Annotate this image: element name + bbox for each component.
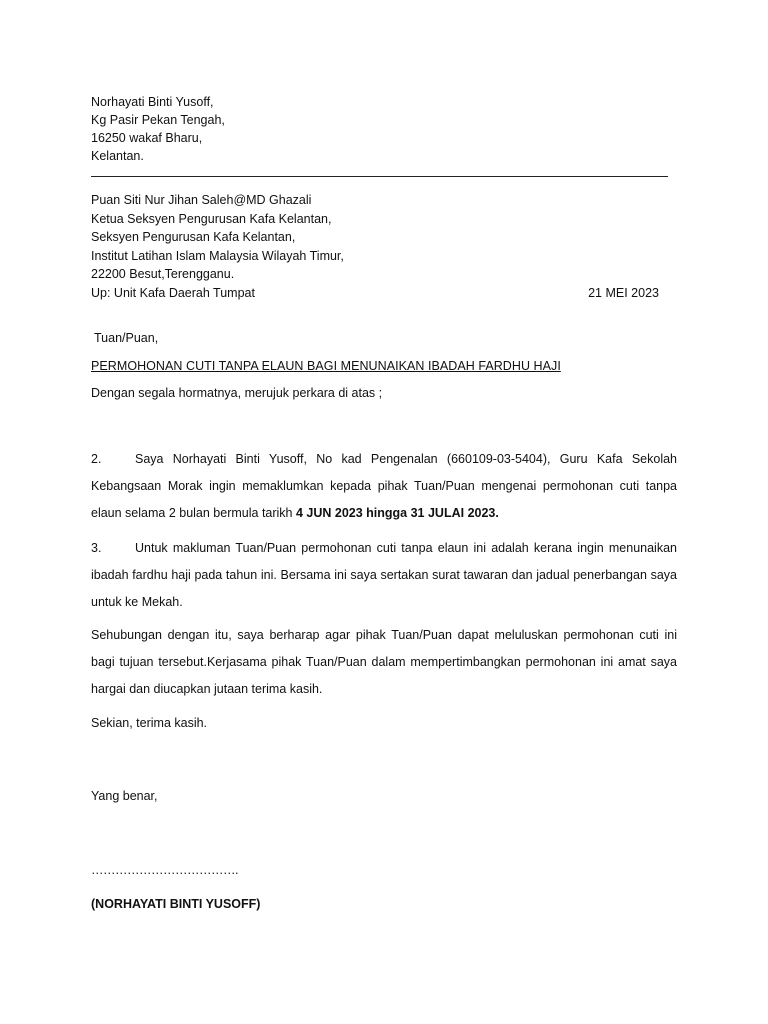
letter-subject: PERMOHONAN CUTI TANPA ELAUN BAGI MENUNAIKAN IBADAH FARDHU HAJI (91, 359, 561, 373)
paragraph-number: 3. (91, 541, 102, 555)
header-divider (91, 176, 668, 177)
sender-line: Norhayati Binti Yusoff, (91, 95, 214, 109)
sender-line: Kelantan. (91, 149, 144, 163)
recipient-line: Ketua Seksyen Pengurusan Kafa Kelantan, (91, 211, 332, 226)
paragraph-4 (91, 622, 677, 703)
paragraph-text: Sehubungan dengan itu, saya berharap agar pihak Tuan/Puan dapat meluluskan permohonan cuti ini bagi tujuan tersebut.Kerjasama pihak Tuan/Puan dalam mempertimbangkan permohonan ini amat saya hargai dan diucapkan jutaan terima kasih. (91, 628, 677, 696)
recipient-line: Seksyen Pengurusan Kafa Kelantan, (91, 230, 296, 244)
recipient-line: Institut Latihan Islam Malaysia Wilayah Timur, (91, 248, 344, 263)
signature-line: ………………………………. (91, 863, 238, 877)
sender-line: 16250 wakaf Bharu, (91, 131, 203, 145)
sender-line: Kg Pasir Pekan Tengah, (91, 113, 225, 127)
recipient-line: 22200 Besut,Terengganu. (91, 267, 235, 281)
attention-row (91, 284, 659, 303)
letter-date: 21 MEI 2023 (588, 285, 659, 300)
leave-dates: 4 JUN 2023 hingga 31 JULAI 2023. (295, 506, 499, 520)
attention-line: Up: Unit Kafa Daerah Tumpat (91, 285, 255, 300)
salutation: Tuan/Puan, (94, 331, 159, 345)
paragraph-2 (91, 446, 677, 527)
closing-line: Sekian, terima kasih. (91, 716, 208, 730)
intro-line: Dengan segala hormatnya, merujuk perkara di atas ; (91, 386, 383, 400)
paragraph-text: Saya Norhayati Binti Yusoff, No kad Pengenalan (660109-03-5404), Guru Kafa Sekolah Kebangsaan Morak ingin memaklumkan kepada pihak Tuan/Puan mengenai permohonan cuti tanpa elaun selama 2 bulan bermula tarikh (91, 452, 677, 520)
recipient-address (91, 191, 661, 302)
signature-name: (NORHAYATI BINTI YUSOFF) (91, 897, 261, 911)
recipient-line: Puan Siti Nur Jihan Saleh@MD Ghazali (91, 193, 312, 207)
regards-line: Yang benar, (91, 789, 158, 803)
paragraph-text: Untuk makluman Tuan/Puan permohonan cuti tanpa elaun ini adalah kerana ingin menunaikan ibadah fardhu haji pada tahun ini. Bersama ini saya sertakan surat tawaran dan jadual penerbangan saya untuk ke Mekah. (91, 541, 677, 609)
sender-address (91, 93, 225, 165)
paragraph-3 (91, 535, 677, 616)
paragraph-number: 2. (91, 452, 102, 466)
